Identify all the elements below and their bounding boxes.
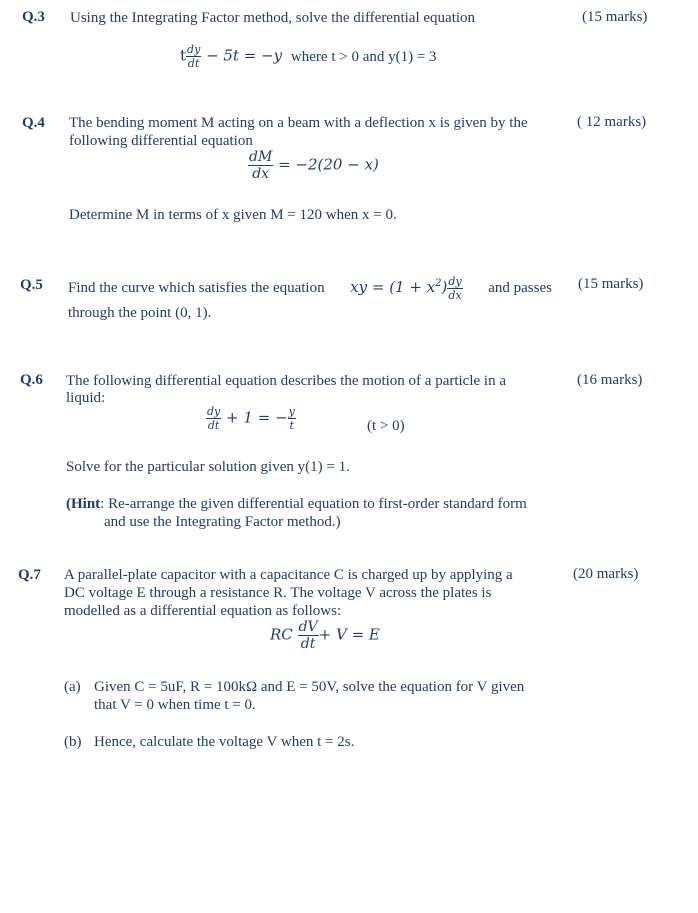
q7-eq-den: dt: [300, 636, 316, 652]
q4-determine: Determine M in terms of x given M = 120 when x = 0.: [69, 207, 397, 223]
q4-eq-num: dM: [249, 149, 273, 165]
q4-marks: ( 12 marks): [577, 114, 647, 130]
q7-line2: DC voltage E through a resistance R. The voltage V across the plates is: [64, 585, 492, 601]
q5-eq-den: dx: [448, 288, 462, 302]
q5-line1-post: and passes: [488, 280, 552, 296]
q6-eq-condition: (t > 0): [367, 418, 405, 434]
q3-eq-den: dt: [187, 57, 200, 70]
q5-equation: [350, 275, 463, 301]
q7-eq-fraction: [298, 620, 319, 651]
q3-equation: [180, 44, 437, 69]
q5-line2: through the point (0, 1).: [68, 305, 212, 321]
q4-eq-rest: = −2(20 − x): [278, 155, 379, 174]
q6-eq-den: dt: [207, 419, 220, 432]
q5-number: Q.5: [20, 277, 43, 293]
q3-eq-condition: where t > 0 and y(1) = 3: [290, 48, 437, 65]
q6-eq-den2: t: [289, 419, 294, 432]
q6-line2: liquid:: [66, 390, 106, 406]
q6-eq-mid: + 1 = −: [226, 408, 288, 427]
q6-number: Q.6: [20, 372, 43, 388]
q4-line1: The bending moment M acting on a beam with a deflection x is given by the: [69, 115, 528, 131]
q4-number: Q.4: [22, 115, 45, 131]
q5-line1: [68, 274, 552, 302]
q6-eq-fraction: [206, 406, 221, 431]
q5-line1-pre: Find the curve which satisfies the equation: [68, 280, 325, 296]
q3-eq-fraction: [186, 44, 201, 69]
q7-line3: modelled as a differential equation as follows:: [64, 603, 342, 619]
q7-eq-pre: RC: [270, 625, 293, 644]
q6-hint-line2: and use the Integrating Factor method.): [104, 514, 341, 530]
q7-a-label: (a): [64, 679, 81, 695]
q7-equation: [270, 620, 380, 651]
q7-b-label: (b): [64, 734, 82, 750]
q5-eq-fraction: [447, 276, 462, 301]
q5-eq-sup: 2: [435, 278, 442, 290]
q6-eq-fraction2: [288, 406, 296, 431]
q3-marks: (15 marks): [582, 9, 648, 25]
q3-eq-num: dy: [187, 43, 201, 56]
q6-line1: The following differential equation describes the motion of a particle in a: [66, 373, 506, 389]
q6-eq-num2: y: [288, 405, 295, 418]
q5-eq-lhs: xy = (1 + x: [350, 278, 436, 297]
q7-eq-num: dV: [298, 619, 318, 635]
q3-text: Using the Integrating Factor method, solve the differential equation: [70, 10, 476, 26]
q7-marks: (20 marks): [573, 566, 639, 582]
q3-eq-t: t: [180, 46, 187, 65]
q7-line1: A parallel-plate capacitor with a capacitance C is charged up by applying a: [64, 567, 513, 583]
q4-eq-den: dx: [252, 166, 270, 182]
q3-eq-rest: − 5t = −y: [206, 46, 283, 65]
q5-marks: (15 marks): [578, 276, 644, 292]
q6-hint-label: (Hint: [66, 496, 101, 512]
q7-a-line2: that V = 0 when time t = 0.: [94, 697, 256, 713]
q4-eq-fraction: [248, 150, 273, 181]
q6-marks: (16 marks): [577, 372, 643, 388]
q4-equation: [248, 150, 379, 181]
q6-equation: [206, 406, 296, 431]
q4-line2: following differential equation: [69, 133, 253, 149]
q7-eq-rest: + V = E: [318, 625, 380, 644]
q6-eq-num: dy: [207, 405, 221, 418]
q3-number: Q.3: [22, 9, 45, 25]
q5-eq-num: dy: [448, 274, 462, 288]
q7-b-text: Hence, calculate the voltage V when t = 2s.: [94, 734, 355, 750]
q7-number: Q.7: [18, 567, 41, 583]
q6-hint-line1: [66, 495, 527, 513]
q7-a-line1: Given C = 5uF, R = 100kΩ and E = 50V, solve the equation for V given: [94, 679, 525, 695]
q6-solve: Solve for the particular solution given y(1) = 1.: [66, 459, 350, 475]
q5-eq-close: ): [441, 278, 448, 297]
q6-hint-text: : Re-arrange the given differential equation to first-order standard form: [100, 496, 527, 512]
